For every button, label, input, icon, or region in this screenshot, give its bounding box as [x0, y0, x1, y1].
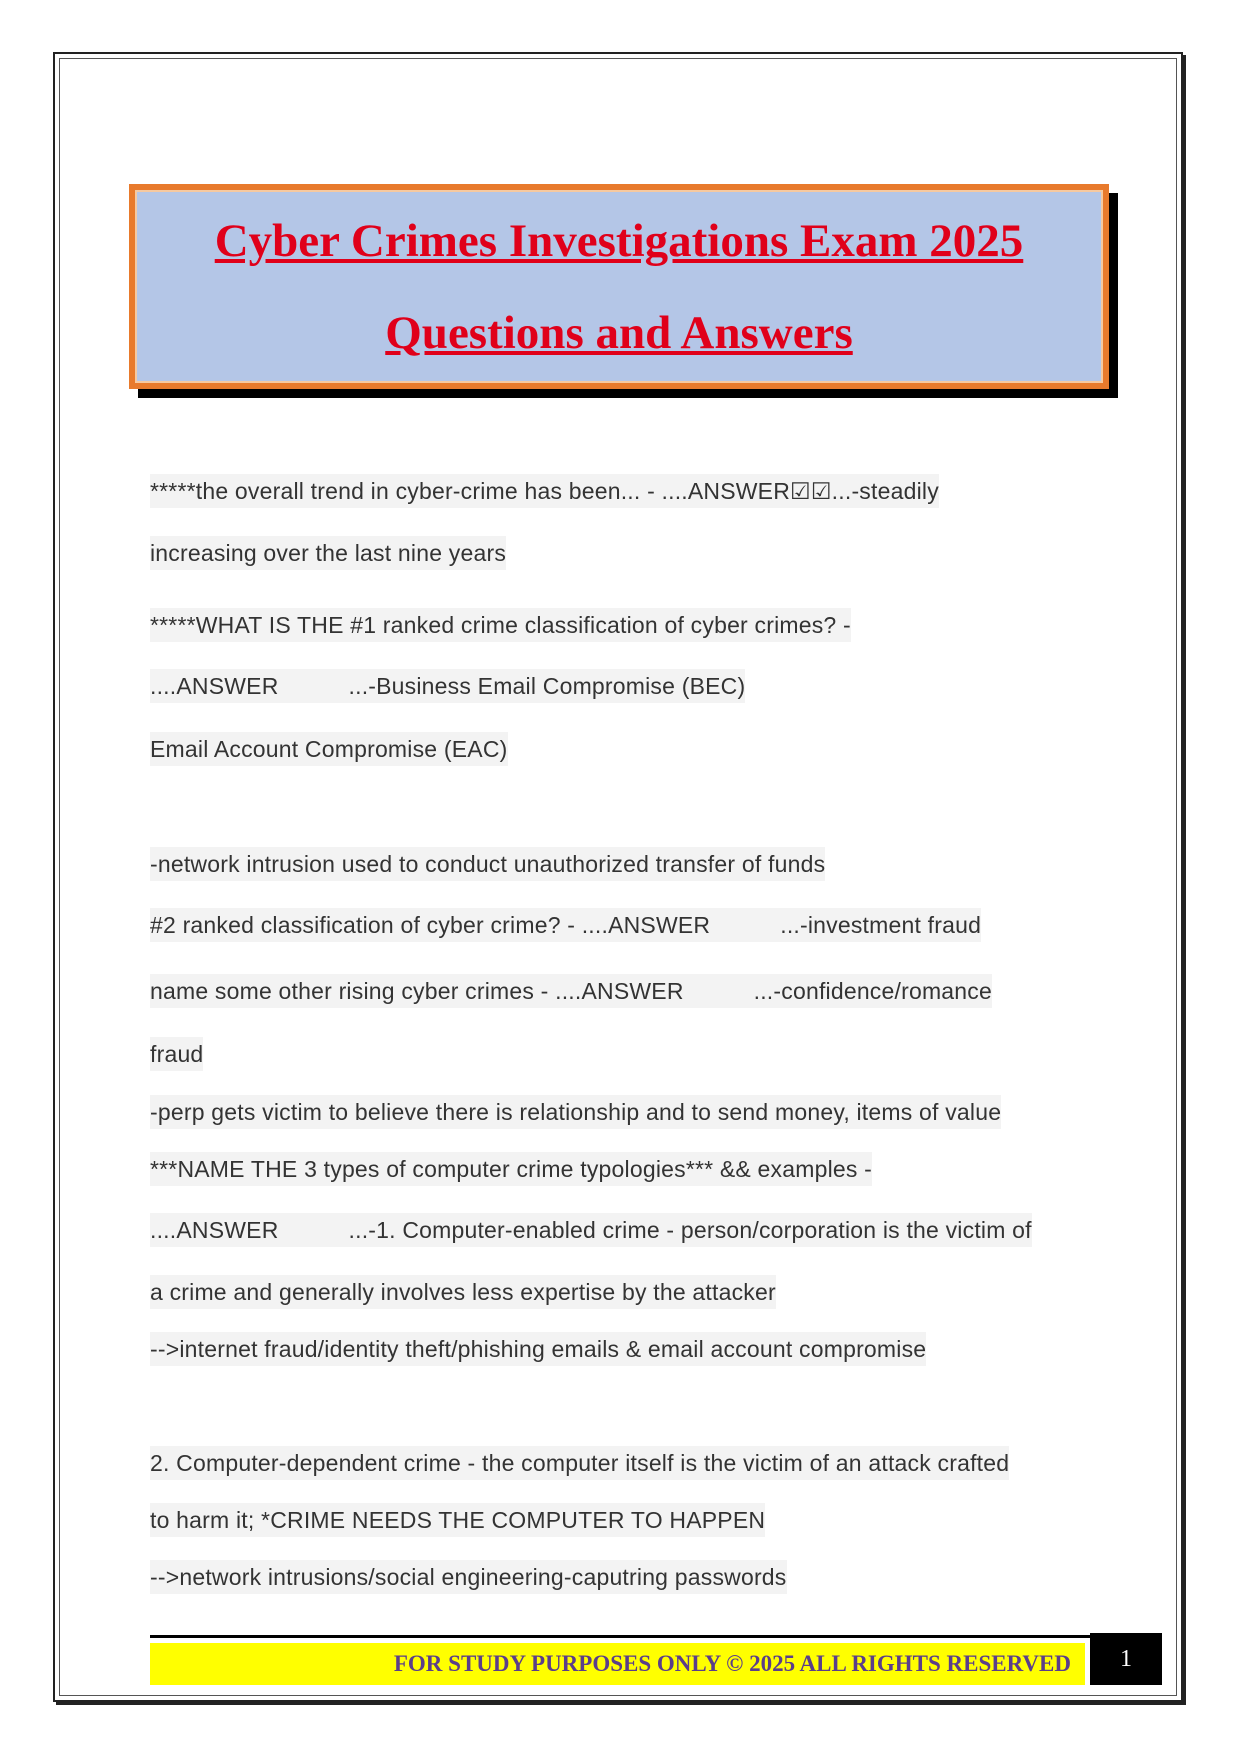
qa-line-answer-row — [150, 1213, 1032, 1247]
qa-line: fraud — [150, 1037, 203, 1071]
qa-line: -->network intrusions/social engineering-caputring passwords — [150, 1560, 787, 1594]
footer-rule — [150, 1635, 1110, 1638]
qa-line: -->internet fraud/identity theft/phishing emails & email account compromise — [150, 1332, 926, 1366]
qa-line: 2. Computer-dependent crime - the computer itself is the victim of an attack crafted — [150, 1446, 1009, 1480]
answer-text: ...-1. Computer-enabled crime - person/corporation is the victim of — [348, 1217, 1032, 1243]
answer-label: ....ANSWER — [150, 673, 279, 699]
footer-text: FOR STUDY PURPOSES ONLY © 2025 ALL RIGHTS RESERVED — [393, 1651, 1071, 1676]
qa-line: Email Account Compromise (EAC) — [150, 732, 508, 766]
qa-line: ***NAME THE 3 types of computer crime typologies*** && examples - — [150, 1152, 872, 1186]
qa-line: to harm it; *CRIME NEEDS THE COMPUTER TO HAPPEN — [150, 1503, 765, 1537]
title-box — [129, 184, 1109, 389]
question-text: name some other rising cyber crimes - ....ANSWER — [150, 978, 684, 1004]
question-text: #2 ranked classification of cyber crime? - ....ANSWER — [150, 912, 711, 938]
qa-line: -network intrusion used to conduct unauthorized transfer of funds — [150, 847, 825, 881]
qa-line: -perp gets victim to believe there is relationship and to send money, items of value — [150, 1095, 1001, 1129]
document-title-line-2: Questions and Answers — [385, 306, 853, 359]
document-title-line-1: Cyber Crimes Investigations Exam 2025 — [214, 214, 1024, 267]
title-box-inner — [135, 190, 1103, 383]
qa-line-answer-row — [150, 974, 992, 1008]
footer-band — [150, 1643, 1085, 1685]
page-number: 1 — [1090, 1633, 1162, 1685]
qa-line: a crime and generally involves less expertise by the attacker — [150, 1275, 776, 1309]
qa-line-answer-row — [150, 669, 745, 703]
answer-text: ...-investment fraud — [780, 912, 982, 938]
qa-line: *****the overall trend in cyber-crime has been... - ....ANSWER☑☑...-steadily — [150, 474, 939, 508]
answer-label: ....ANSWER — [150, 1217, 279, 1243]
qa-line: *****WHAT IS THE #1 ranked crime classification of cyber crimes? - — [150, 608, 851, 642]
qa-line: increasing over the last nine years — [150, 536, 506, 570]
answer-text: ...-Business Email Compromise (BEC) — [348, 673, 746, 699]
qa-line-answer-row — [150, 908, 981, 942]
answer-text: ...-confidence/romance — [753, 978, 992, 1004]
